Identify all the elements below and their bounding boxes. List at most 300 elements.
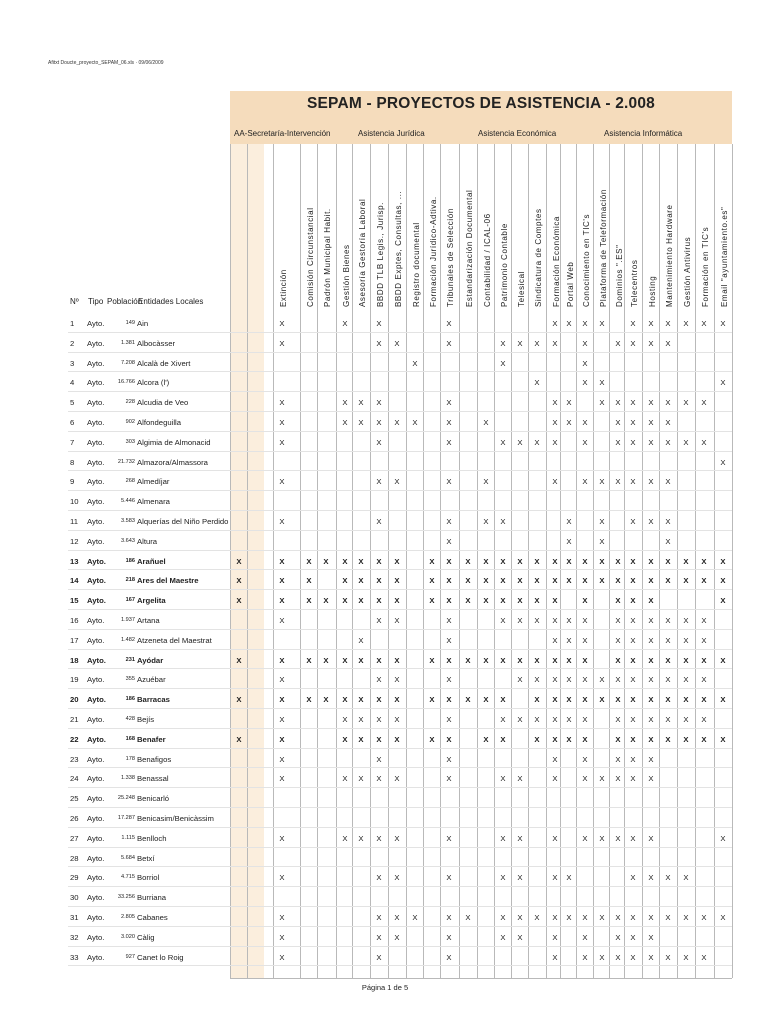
service-mark: X	[582, 378, 588, 388]
row-tipo: Ayto.	[87, 477, 105, 487]
table-row	[0, 828, 770, 848]
service-mark: X	[279, 338, 285, 348]
service-mark: X	[582, 319, 588, 328]
service-mark: X	[500, 774, 506, 784]
row-tipo: Ayto.	[87, 418, 105, 427]
service-mark: X	[342, 576, 348, 586]
service-mark: X	[342, 715, 348, 724]
service-mark: X	[446, 715, 452, 724]
service-mark: X	[683, 576, 689, 586]
service-mark: X	[446, 833, 452, 843]
service-mark: X	[630, 754, 636, 764]
column-header-label: Registro documental	[412, 222, 421, 307]
column-header	[495, 151, 511, 307]
service-mark: X	[429, 695, 435, 705]
service-mark: X	[582, 833, 588, 843]
service-mark: X	[534, 655, 540, 665]
service-mark: X	[376, 338, 382, 348]
row-entidad: Alfondeguilla	[137, 418, 182, 427]
service-mark: X	[534, 338, 540, 348]
service-mark: X	[376, 873, 382, 883]
service-mark: X	[566, 418, 572, 427]
row-entidad: Burriana	[137, 893, 167, 903]
group-economica: Asistencia Económica	[478, 129, 557, 138]
service-mark: X	[394, 616, 400, 625]
row-number: 25	[70, 794, 79, 804]
service-mark: X	[534, 675, 540, 685]
service-mark: X	[500, 734, 506, 744]
service-mark: X	[599, 695, 605, 705]
service-mark: X	[582, 932, 588, 942]
table-row	[0, 808, 770, 828]
service-mark: X	[630, 932, 636, 942]
service-mark: X	[279, 556, 285, 566]
row-number: 4	[70, 378, 75, 388]
service-mark: X	[683, 635, 689, 645]
service-mark: X	[582, 952, 588, 962]
service-mark: X	[517, 873, 523, 883]
service-mark: X	[701, 655, 707, 665]
service-mark: X	[358, 635, 364, 645]
service-mark: X	[566, 635, 572, 645]
row-poblacion: 2.805	[121, 914, 135, 920]
service-mark: X	[279, 477, 285, 487]
column-header	[610, 151, 626, 307]
service-mark: X	[500, 556, 506, 566]
service-mark: X	[446, 556, 452, 566]
table-row	[0, 570, 770, 590]
row-tipo: Ayto.	[87, 893, 105, 903]
service-mark: X	[358, 715, 364, 724]
column-header-label: Telecentros	[630, 259, 639, 307]
service-mark: X	[534, 715, 540, 724]
service-mark: X	[630, 576, 636, 586]
file-name: Afitxt Doucte_proyecto_SEPAM_06.xls · 09/06/2009	[48, 60, 164, 66]
service-mark: X	[279, 833, 285, 843]
service-mark: X	[648, 655, 654, 665]
row-number: 16	[70, 616, 79, 625]
service-mark: X	[358, 398, 364, 408]
service-mark: X	[582, 675, 588, 685]
service-mark: X	[582, 616, 588, 625]
service-mark: X	[376, 477, 382, 487]
service-mark: X	[279, 952, 285, 962]
service-mark: X	[279, 734, 285, 744]
service-mark: X	[566, 655, 572, 665]
service-mark: X	[376, 418, 382, 427]
service-mark: X	[615, 715, 621, 724]
table-row	[0, 412, 770, 432]
row-poblacion: 16.766	[117, 379, 135, 386]
row-number: 15	[70, 596, 79, 606]
service-mark: X	[683, 873, 689, 883]
service-mark: X	[376, 774, 382, 784]
row-poblacion: 3.583	[121, 518, 135, 524]
service-mark: X	[534, 378, 540, 388]
service-mark: X	[279, 913, 285, 922]
service-mark: X	[648, 695, 654, 705]
service-mark: X	[552, 715, 558, 724]
table-row	[0, 551, 770, 571]
service-mark: X	[630, 477, 636, 487]
service-mark: X	[566, 695, 572, 705]
service-mark: X	[465, 655, 471, 665]
row-poblacion: 1.381	[121, 339, 135, 346]
service-mark: X	[582, 556, 588, 566]
service-mark: X	[446, 774, 452, 784]
service-mark: X	[552, 675, 558, 685]
row-poblacion: 5.446	[121, 498, 135, 505]
service-mark: X	[701, 556, 707, 566]
table-row	[0, 749, 770, 769]
column-header	[407, 151, 423, 307]
service-mark: X	[665, 616, 671, 625]
service-mark: X	[236, 695, 242, 705]
row-entidad: Càlig	[137, 932, 155, 942]
row-number: 30	[70, 893, 79, 903]
group-secretaria: AA-Secretaría-Intervención	[234, 129, 331, 138]
service-mark: X	[394, 715, 400, 724]
service-mark: X	[615, 338, 621, 348]
row-entidad: Benlloch	[137, 833, 167, 843]
service-mark: X	[358, 418, 364, 427]
service-mark: X	[446, 596, 452, 606]
header-entidades: Entidades Locales	[138, 297, 204, 306]
service-mark: X	[701, 616, 707, 625]
service-mark: X	[552, 398, 558, 408]
row-tipo: Ayto.	[87, 596, 106, 606]
service-mark: X	[630, 655, 636, 665]
service-mark: X	[566, 715, 572, 724]
service-mark: X	[683, 695, 689, 705]
service-mark: X	[446, 616, 452, 625]
column-header-label: Extinción	[279, 269, 288, 307]
service-mark: X	[665, 576, 671, 586]
service-mark: X	[599, 675, 605, 685]
service-mark: X	[342, 398, 348, 408]
service-mark: X	[683, 913, 689, 922]
service-mark: X	[566, 556, 572, 566]
service-mark: X	[394, 576, 400, 586]
table-row	[0, 491, 770, 511]
row-entidad: Albocàsser	[137, 338, 176, 348]
service-mark: X	[483, 576, 489, 586]
row-tipo: Ayto.	[87, 517, 105, 526]
service-mark: X	[566, 576, 572, 586]
service-mark: X	[648, 952, 654, 962]
service-mark: X	[376, 675, 382, 685]
service-mark: X	[720, 378, 726, 388]
service-mark: X	[429, 734, 435, 744]
row-number: 10	[70, 497, 79, 507]
table-row	[0, 947, 770, 967]
service-mark: X	[630, 616, 636, 625]
row-poblacion: 33.256	[117, 894, 135, 901]
service-mark: X	[599, 536, 605, 546]
service-mark: X	[279, 715, 285, 724]
page-footer: Página 1 de 5	[361, 983, 409, 992]
row-tipo: Ayto.	[87, 655, 106, 665]
service-mark: X	[552, 734, 558, 744]
service-mark: X	[582, 437, 588, 447]
table-row	[0, 689, 770, 709]
row-number: 33	[70, 952, 79, 962]
service-mark: X	[358, 734, 364, 744]
service-mark: X	[720, 596, 726, 606]
service-mark: X	[500, 616, 506, 625]
row-tipo: Ayto.	[87, 833, 105, 843]
column-header	[274, 151, 290, 307]
row-number: 12	[70, 536, 79, 546]
service-mark: X	[376, 932, 382, 942]
service-mark: X	[412, 913, 418, 922]
service-mark: X	[648, 596, 654, 606]
service-mark: X	[376, 576, 382, 586]
service-mark: X	[376, 616, 382, 625]
row-entidad: Bejís	[137, 715, 155, 724]
row-entidad: Cabanes	[137, 913, 168, 922]
service-mark: X	[665, 536, 671, 546]
column-header	[715, 151, 731, 307]
column-header-label: Gestión Antivirus	[683, 236, 692, 307]
row-number: 32	[70, 932, 79, 942]
service-mark: X	[517, 675, 523, 685]
service-mark: X	[648, 873, 654, 883]
service-mark: X	[720, 695, 726, 705]
service-mark: X	[342, 418, 348, 427]
service-mark: X	[630, 338, 636, 348]
service-mark: X	[279, 319, 285, 328]
service-mark: X	[465, 556, 471, 566]
service-mark: X	[615, 477, 621, 487]
column-header-label: BBDD Exptes, Consultas, ...	[394, 190, 403, 307]
service-mark: X	[615, 418, 621, 427]
column-header-label: Patrimonio Contable	[500, 223, 509, 307]
service-mark: X	[446, 695, 452, 705]
service-mark: X	[701, 319, 707, 328]
service-mark: X	[446, 932, 452, 942]
service-mark: X	[394, 655, 400, 665]
service-mark: X	[279, 596, 285, 606]
service-mark: X	[665, 913, 671, 922]
column-header	[337, 151, 353, 307]
service-mark: X	[279, 437, 285, 447]
service-mark: X	[615, 556, 621, 566]
row-entidad: Almazora/Almassora	[137, 457, 208, 467]
group-juridica: Asistencia Jurídica	[358, 129, 425, 138]
service-mark: X	[582, 754, 588, 764]
service-mark: X	[665, 734, 671, 744]
table-row	[0, 848, 770, 868]
row-poblacion: 268	[125, 478, 135, 485]
row-poblacion: 3.020	[121, 933, 135, 940]
table-row	[0, 372, 770, 392]
service-mark: X	[648, 477, 654, 487]
service-mark: X	[394, 695, 400, 705]
service-mark: X	[446, 517, 452, 526]
row-entidad: Betxí	[137, 853, 155, 863]
service-mark: X	[236, 734, 242, 744]
row-poblacion: 5.684	[121, 854, 135, 861]
service-mark: X	[376, 952, 382, 962]
service-mark: X	[534, 695, 540, 705]
row-poblacion: 355	[125, 676, 135, 683]
row-entidad: Benassal	[137, 774, 169, 784]
service-mark: X	[376, 754, 382, 764]
service-mark: X	[720, 734, 726, 744]
service-mark: X	[236, 556, 242, 566]
service-mark: X	[615, 932, 621, 942]
column-header	[577, 151, 593, 307]
service-mark: X	[376, 398, 382, 408]
service-mark: X	[279, 774, 285, 784]
table-row	[0, 907, 770, 927]
row-poblacion: 178	[125, 755, 135, 762]
row-number: 13	[70, 556, 79, 566]
row-number: 7	[70, 437, 75, 447]
column-header	[460, 151, 476, 307]
row-poblacion: 7.208	[121, 359, 135, 366]
service-mark: X	[342, 655, 348, 665]
column-header-label: BBDD TLB Legis., Jurisp.	[376, 202, 385, 307]
service-mark: X	[552, 695, 558, 705]
row-tipo: Ayto.	[87, 437, 105, 447]
service-mark: X	[446, 477, 452, 487]
service-mark: X	[720, 319, 726, 328]
table-row	[0, 650, 770, 670]
service-mark: X	[394, 913, 400, 922]
service-mark: X	[720, 655, 726, 665]
service-mark: X	[552, 596, 558, 606]
footer-divider	[230, 978, 732, 979]
service-mark: X	[582, 596, 588, 606]
service-mark: X	[665, 715, 671, 724]
service-mark: X	[599, 556, 605, 566]
service-mark: X	[376, 556, 382, 566]
service-mark: X	[582, 774, 588, 784]
service-mark: X	[630, 774, 636, 784]
row-number: 17	[70, 635, 79, 645]
service-mark: X	[630, 913, 636, 922]
table-row	[0, 630, 770, 650]
service-mark: X	[615, 833, 621, 843]
row-poblacion: 186	[125, 696, 135, 703]
column-header	[594, 151, 610, 307]
service-mark: X	[720, 457, 726, 467]
service-mark: X	[500, 715, 506, 724]
service-mark: X	[552, 873, 558, 883]
service-mark: X	[376, 319, 382, 328]
row-entidad: Arañuel	[137, 556, 166, 566]
service-mark: X	[582, 358, 588, 368]
column-header-label: Tribunales de Selección	[446, 208, 455, 307]
table-row	[0, 313, 770, 333]
service-mark: X	[279, 576, 285, 586]
service-mark: X	[630, 715, 636, 724]
service-mark: X	[683, 655, 689, 665]
service-mark: X	[630, 635, 636, 645]
service-mark: X	[683, 675, 689, 685]
row-entidad: Ain	[137, 319, 149, 328]
service-mark: X	[701, 734, 707, 744]
row-tipo: Ayto.	[87, 715, 105, 724]
service-mark: X	[394, 418, 400, 427]
service-mark: X	[566, 517, 572, 526]
service-mark: X	[648, 517, 654, 526]
service-mark: X	[630, 833, 636, 843]
service-mark: X	[279, 655, 285, 665]
table-row	[0, 768, 770, 788]
service-mark: X	[582, 576, 588, 586]
column-header-label: Contabilidad / ICAL-06	[483, 213, 492, 307]
service-mark: X	[552, 932, 558, 942]
service-mark: X	[630, 873, 636, 883]
service-mark: X	[342, 833, 348, 843]
service-mark: X	[665, 556, 671, 566]
service-mark: X	[376, 734, 382, 744]
service-mark: X	[599, 517, 605, 526]
service-mark: X	[446, 536, 452, 546]
service-mark: X	[648, 774, 654, 784]
row-number: 20	[70, 695, 79, 705]
service-mark: X	[446, 576, 452, 586]
column-header-label: Dominios ".ES"	[615, 244, 624, 307]
row-number: 3	[70, 358, 75, 368]
table-row	[0, 531, 770, 551]
service-mark: X	[648, 398, 654, 408]
row-poblacion: 149	[125, 320, 135, 326]
column-header	[696, 151, 712, 307]
service-mark: X	[446, 635, 452, 645]
service-mark: X	[394, 833, 400, 843]
row-number: 2	[70, 338, 75, 348]
service-mark: X	[552, 913, 558, 922]
service-mark: X	[500, 358, 506, 368]
service-mark: X	[465, 695, 471, 705]
service-mark: X	[446, 418, 452, 427]
row-number: 9	[70, 477, 75, 487]
service-mark: X	[630, 952, 636, 962]
service-mark: X	[517, 616, 523, 625]
service-mark: X	[701, 635, 707, 645]
service-mark: X	[483, 655, 489, 665]
service-mark: X	[630, 437, 636, 447]
service-mark: X	[394, 873, 400, 883]
table-row	[0, 333, 770, 353]
row-tipo: Ayto.	[87, 873, 105, 883]
column-header-label: Email "ayuntamiento.es"	[720, 206, 729, 307]
row-tipo: Ayto.	[87, 675, 105, 685]
service-mark: X	[534, 616, 540, 625]
service-mark: X	[358, 556, 364, 566]
service-mark: X	[599, 319, 605, 328]
service-mark: X	[582, 913, 588, 922]
service-mark: X	[566, 873, 572, 883]
row-entidad: Benafigos	[137, 754, 172, 764]
service-mark: X	[648, 715, 654, 724]
service-mark: X	[582, 338, 588, 348]
table-row	[0, 927, 770, 947]
service-mark: X	[683, 734, 689, 744]
column-header	[660, 151, 676, 307]
service-mark: X	[534, 556, 540, 566]
column-header-label: Padrón Municipal Habit.	[323, 208, 332, 307]
service-mark: X	[429, 655, 435, 665]
service-mark: X	[582, 695, 588, 705]
service-mark: X	[446, 655, 452, 665]
service-mark: X	[552, 437, 558, 447]
service-mark: X	[648, 635, 654, 645]
